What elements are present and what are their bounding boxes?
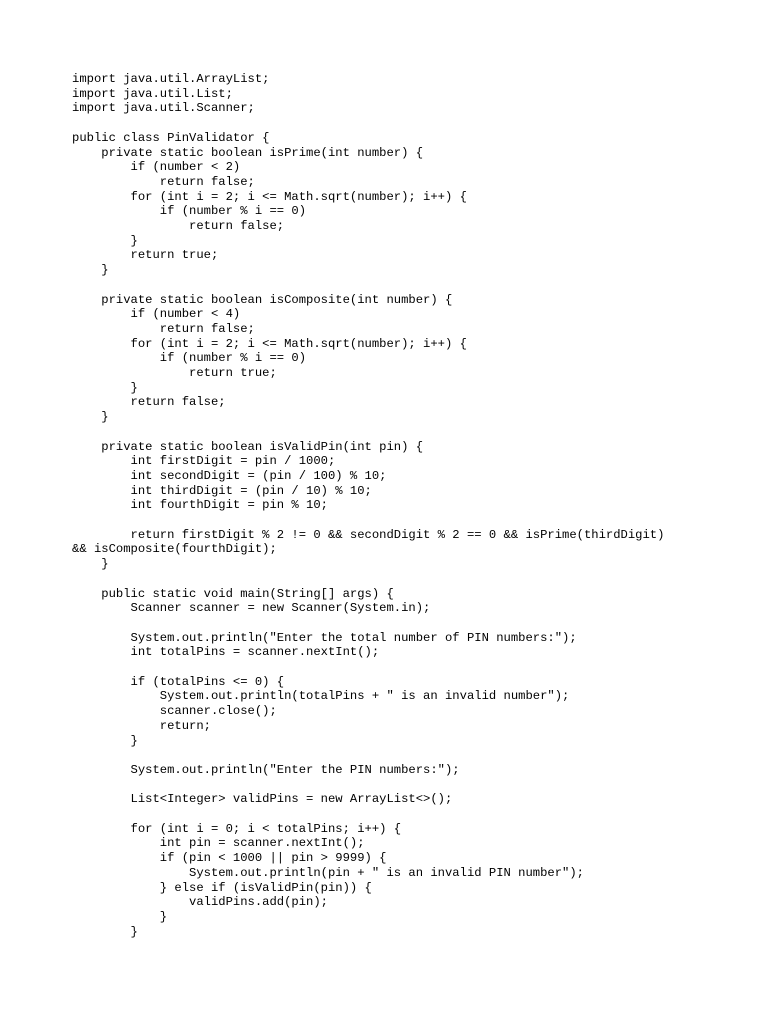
- code-line: [72, 778, 664, 793]
- code-line: int fourthDigit = pin % 10;: [72, 498, 328, 513]
- code-line: for (int i = 2; i <= Math.sqrt(number); i++) {: [72, 336, 467, 351]
- code-line: [72, 572, 664, 587]
- code-line: import java.util.ArrayList;: [72, 72, 270, 86]
- code-line: if (number < 2): [72, 160, 241, 175]
- code-line: return false;: [72, 174, 255, 189]
- code-line: import java.util.List;: [72, 86, 233, 101]
- code-line: if (number < 4): [72, 307, 241, 322]
- code-line: }: [72, 733, 138, 748]
- code-line: return false;: [72, 219, 285, 234]
- code-line: int pin = scanner.nextInt();: [72, 836, 365, 851]
- code-line: scanner.close();: [72, 704, 277, 719]
- code-line: import java.util.Scanner;: [72, 101, 255, 116]
- code-line: return true;: [72, 366, 277, 381]
- code-line: List<Integer> validPins = new ArrayList<>();: [72, 792, 453, 807]
- code-line: [72, 116, 664, 131]
- code-line: public static void main(String[] args) {: [72, 586, 394, 601]
- code-line: [72, 278, 664, 293]
- code-line: System.out.println("Enter the PIN numbers:");: [72, 762, 460, 777]
- code-line: if (number % i == 0): [72, 204, 307, 219]
- code-line: public class PinValidator {: [72, 130, 270, 145]
- code-line: }: [72, 557, 109, 572]
- code-line: private static boolean isValidPin(int pin) {: [72, 439, 424, 454]
- code-line: [72, 748, 664, 763]
- code-line: [72, 425, 664, 440]
- code-line: private static boolean isPrime(int number) {: [72, 145, 424, 160]
- code-line: return false;: [72, 321, 255, 336]
- code-line: return firstDigit % 2 != 0 && secondDigit % 2 == 0 && isPrime(thirdDigit): [72, 527, 665, 542]
- code-line: [72, 513, 664, 528]
- code-line: }: [72, 263, 109, 278]
- code-line: [72, 660, 664, 675]
- code-line: for (int i = 0; i < totalPins; i++) {: [72, 821, 402, 836]
- code-line: }: [72, 924, 138, 939]
- code-line: int totalPins = scanner.nextInt();: [72, 645, 380, 660]
- code-line: Scanner scanner = new Scanner(System.in);: [72, 601, 431, 616]
- code-line: if (pin < 1000 || pin > 9999) {: [72, 851, 387, 866]
- code-line: System.out.println("Enter the total number of PIN numbers:");: [72, 630, 577, 645]
- code-line: System.out.println(totalPins + " is an invalid number");: [72, 689, 570, 704]
- code-line: private static boolean isComposite(int number) {: [72, 292, 453, 307]
- code-line: }: [72, 410, 109, 425]
- code-line: int secondDigit = (pin / 100) % 10;: [72, 468, 387, 483]
- code-line: [72, 807, 664, 822]
- code-line: return;: [72, 718, 211, 733]
- code-line: && isComposite(fourthDigit);: [72, 542, 277, 557]
- code-line: return false;: [72, 395, 226, 410]
- code-line: }: [72, 909, 168, 924]
- code-line: if (totalPins <= 0) {: [72, 674, 285, 689]
- code-line: for (int i = 2; i <= Math.sqrt(number); i++) {: [72, 189, 467, 204]
- code-line: }: [72, 380, 138, 395]
- code-line: [72, 616, 664, 631]
- code-line: validPins.add(pin);: [72, 895, 328, 910]
- code-line: if (number % i == 0): [72, 351, 307, 366]
- code-line: } else if (isValidPin(pin)) {: [72, 880, 372, 895]
- code-line: }: [72, 233, 138, 248]
- code-line: int firstDigit = pin / 1000;: [72, 454, 336, 469]
- code-listing: [72, 72, 664, 939]
- code-line: return true;: [72, 248, 219, 263]
- code-line: int thirdDigit = (pin / 10) % 10;: [72, 483, 372, 498]
- code-line: System.out.println(pin + " is an invalid PIN number");: [72, 865, 584, 880]
